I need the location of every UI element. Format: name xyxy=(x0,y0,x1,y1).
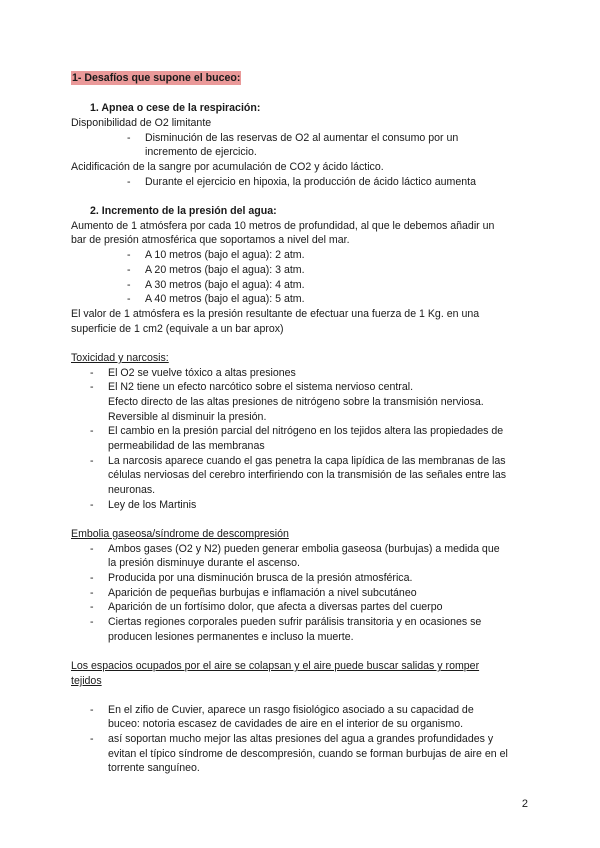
dash-bullet: - xyxy=(127,249,131,261)
list-item-line: evitan el típico síndrome de descompresión, cuando se forman burbujas de aire en el xyxy=(108,748,508,760)
dash-bullet: - xyxy=(90,601,94,613)
dash-bullet: - xyxy=(90,587,94,599)
dash-bullet: - xyxy=(127,132,131,144)
list-item-line: Disminución de las reservas de O2 al aumentar el consumo por un xyxy=(145,132,459,144)
list-item-line: torrente sanguíneo. xyxy=(108,762,200,774)
dash-bullet: - xyxy=(90,455,94,467)
list-item-line: El cambio en la presión parcial del nitrógeno en los tejidos altera las propiedades de xyxy=(108,425,504,437)
list-item-line: Ciertas regiones corporales pueden sufrir parálisis transitoria y en ocasiones se xyxy=(108,616,482,628)
list-item-line: Durante el ejercicio en hipoxia, la producción de ácido láctico aumenta xyxy=(145,176,476,188)
list-item-line: En el zifio de Cuvier, aparece un rasgo fisiológico asociado a su capacidad de xyxy=(108,704,474,716)
list-item-line: Reversible al disminuir la presión. xyxy=(108,411,267,423)
list-item-line: Aparición de un fortísimo dolor, que afecta a diversas partes del cuerpo xyxy=(108,601,443,613)
dash-bullet: - xyxy=(90,367,94,379)
list-item: A 20 metros (bajo el agua): 3 atm. xyxy=(145,264,305,276)
paragraph-line: Aumento de 1 atmósfera por cada 10 metros de profundidad, al que le debemos añadir un xyxy=(71,220,495,232)
list-item-line: La narcosis aparece cuando el gas penetra la capa lipídica de las membranas de las xyxy=(108,455,506,467)
dash-bullet: - xyxy=(90,499,94,511)
paragraph: Acidificación de la sangre por acumulación de CO2 y ácido láctico. xyxy=(71,161,384,173)
paragraph-line: bar de presión atmosférica que soportamos a nivel del mar. xyxy=(71,234,350,246)
section-1-title: 1. Apnea o cese de la respiración: xyxy=(90,102,261,114)
list-item-line: Aparición de pequeñas burbujas e inflamación a nivel subcutáneo xyxy=(108,587,417,599)
embolism-title: Embolia gaseosa/síndrome de descompresión xyxy=(71,528,289,540)
list-item: A 40 metros (bajo el agua): 5 atm. xyxy=(145,293,305,305)
list-item-line: producen lesiones permanentes e incluso la muerte. xyxy=(108,631,354,643)
list-item-line: así soportan mucho mejor las altas presiones del agua a grandes profundidades y xyxy=(108,733,494,745)
dash-bullet: - xyxy=(90,572,94,584)
section-2-title: 2. Incremento de la presión del agua: xyxy=(90,205,277,217)
dash-bullet: - xyxy=(127,264,131,276)
paragraph: Disponibilidad de O2 limitante xyxy=(71,117,212,129)
dash-bullet: - xyxy=(90,425,94,437)
list-item-line: El N2 tiene un efecto narcótico sobre el sistema nervioso central. xyxy=(108,381,414,393)
page-number: 2 xyxy=(521,798,528,810)
list-item: A 30 metros (bajo el agua): 4 atm. xyxy=(145,279,305,291)
list-item-line: permeabilidad de las membranas xyxy=(108,440,265,452)
list-item-line: El O2 se vuelve tóxico a altas presiones xyxy=(108,367,296,379)
list-item-line: Ambos gases (O2 y N2) pueden generar embolia gaseosa (burbujas) a medida que xyxy=(108,543,500,555)
list-item-line: células nerviosas del cerebro interfiriendo con la transmisión de las señales entre las xyxy=(108,469,507,481)
main-heading: 1- Desafíos que supone el buceo: xyxy=(72,72,241,84)
list-item-line: incremento de ejercicio. xyxy=(145,146,257,158)
dash-bullet: - xyxy=(127,279,131,291)
dash-bullet: - xyxy=(90,543,94,555)
paragraph-line: superficie de 1 cm2 (equivale a un bar aprox) xyxy=(71,323,284,335)
paragraph-line: El valor de 1 atmósfera es la presión resultante de efectuar una fuerza de 1 Kg. en una xyxy=(71,308,480,320)
dash-bullet: - xyxy=(127,293,131,305)
list-item-line: neuronas. xyxy=(108,484,156,496)
list-item-line: la presión disminuye durante el ascenso. xyxy=(108,557,300,569)
list-item-line: buceo: notoria escasez de cavidades de aire en el interior de su organismo. xyxy=(108,718,464,730)
dash-bullet: - xyxy=(90,616,94,628)
list-item-line: Efecto directo de las altas presiones de nitrógeno sobre la transmisión nerviosa. xyxy=(108,396,484,408)
air-title-line: Los espacios ocupados por el aire se colapsan y el aire puede buscar salidas y romper xyxy=(71,660,480,672)
toxicity-title: Toxicidad y narcosis: xyxy=(71,352,169,364)
list-item: A 10 metros (bajo el agua): 2 atm. xyxy=(145,249,305,261)
list-item-line: Producida por una disminución brusca de la presión atmosférica. xyxy=(108,572,413,584)
dash-bullet: - xyxy=(90,381,94,393)
air-title-line: tejidos xyxy=(71,675,102,687)
list-item-line: Ley de los Martinis xyxy=(108,499,197,511)
dash-bullet: - xyxy=(90,704,94,716)
dash-bullet: - xyxy=(127,176,131,188)
dash-bullet: - xyxy=(90,733,94,745)
